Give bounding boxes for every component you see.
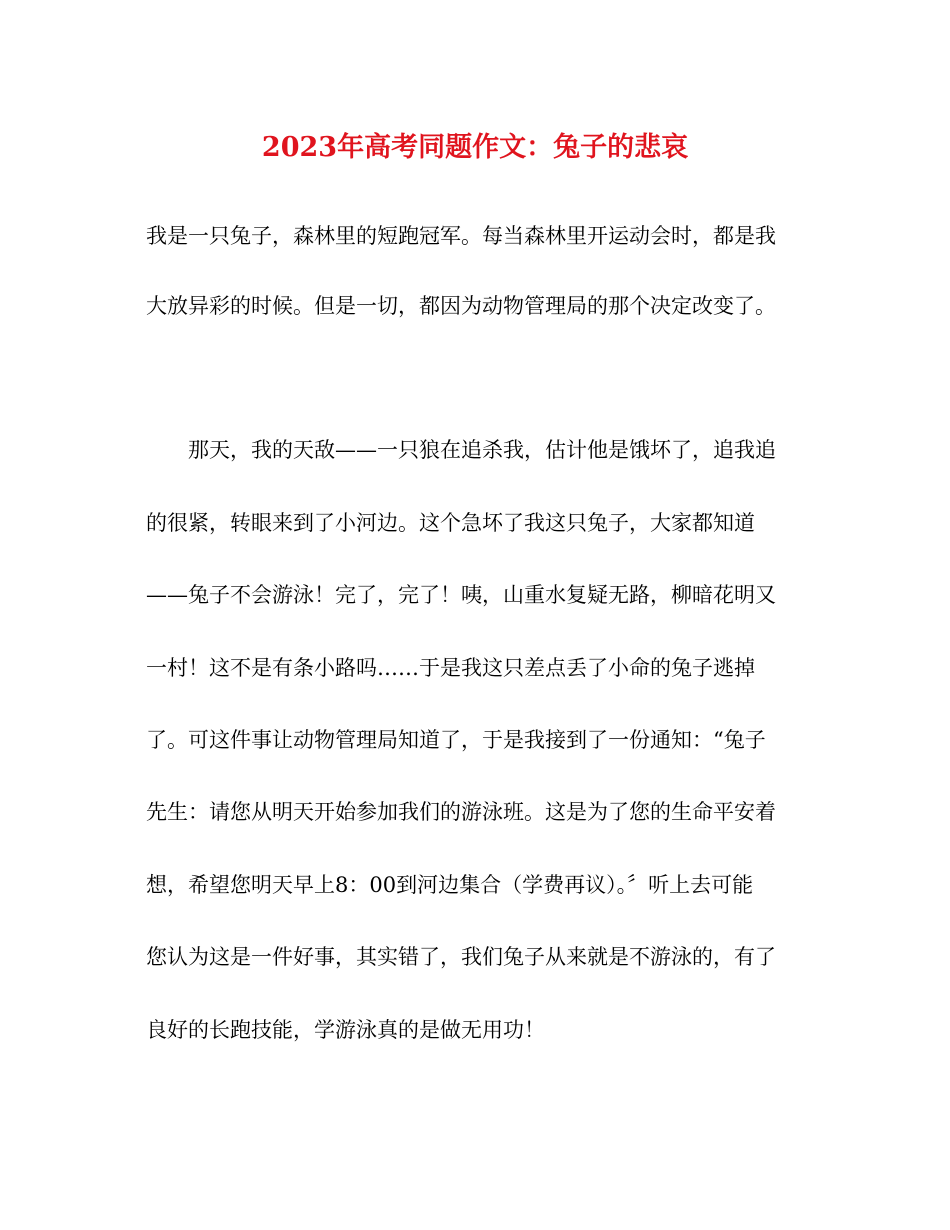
paragraph-2-line-7: 想，希望您明天早上8：00到河边集合（学费再议）。〞听上去可能 bbox=[146, 873, 754, 897]
paragraph-2-line-4: 一村！这不是有条小路吗……于是我这只差点丢了小命的兔子逃掉 bbox=[146, 656, 755, 680]
paragraph-2-line-6: 先生：请您从明天开始参加我们的游泳班。这是为了您的生命平安着 bbox=[146, 800, 776, 824]
document-title: 2023年高考同题作文：兔子的悲哀 bbox=[261, 132, 689, 163]
paragraph-2-line-1: 那天，我的天敌——一只狼在追杀我，估计他是饿坏了，追我追 bbox=[146, 438, 776, 462]
paragraph-1-line-2: 大放异彩的时候。但是一切，都因为动物管理局的那个决定改变了。 bbox=[146, 294, 776, 318]
paragraph-2-line-9: 良好的长跑技能，学游泳真的是做无用功！ bbox=[146, 1018, 545, 1042]
paragraph-2-line-8: 您认为这是一件好事，其实错了，我们兔子从来就是不游泳的，有了 bbox=[146, 945, 776, 969]
paragraph-2-line-2: 的很紧，转眼来到了小河边。这个急坏了我这只兔子，大家都知道 bbox=[146, 511, 755, 535]
paragraph-2-line-3: ——兔子不会游泳！完了，完了！咦，山重水复疑无路，柳暗花明又 bbox=[146, 583, 776, 607]
paragraph-1-line-1: 我是一只兔子，森林里的短跑冠军。每当森林里开运动会时，都是我 bbox=[146, 224, 776, 248]
paragraph-2-line-5: 了。可这件事让动物管理局知道了，于是我接到了一份通知：“兔子 bbox=[146, 728, 766, 752]
